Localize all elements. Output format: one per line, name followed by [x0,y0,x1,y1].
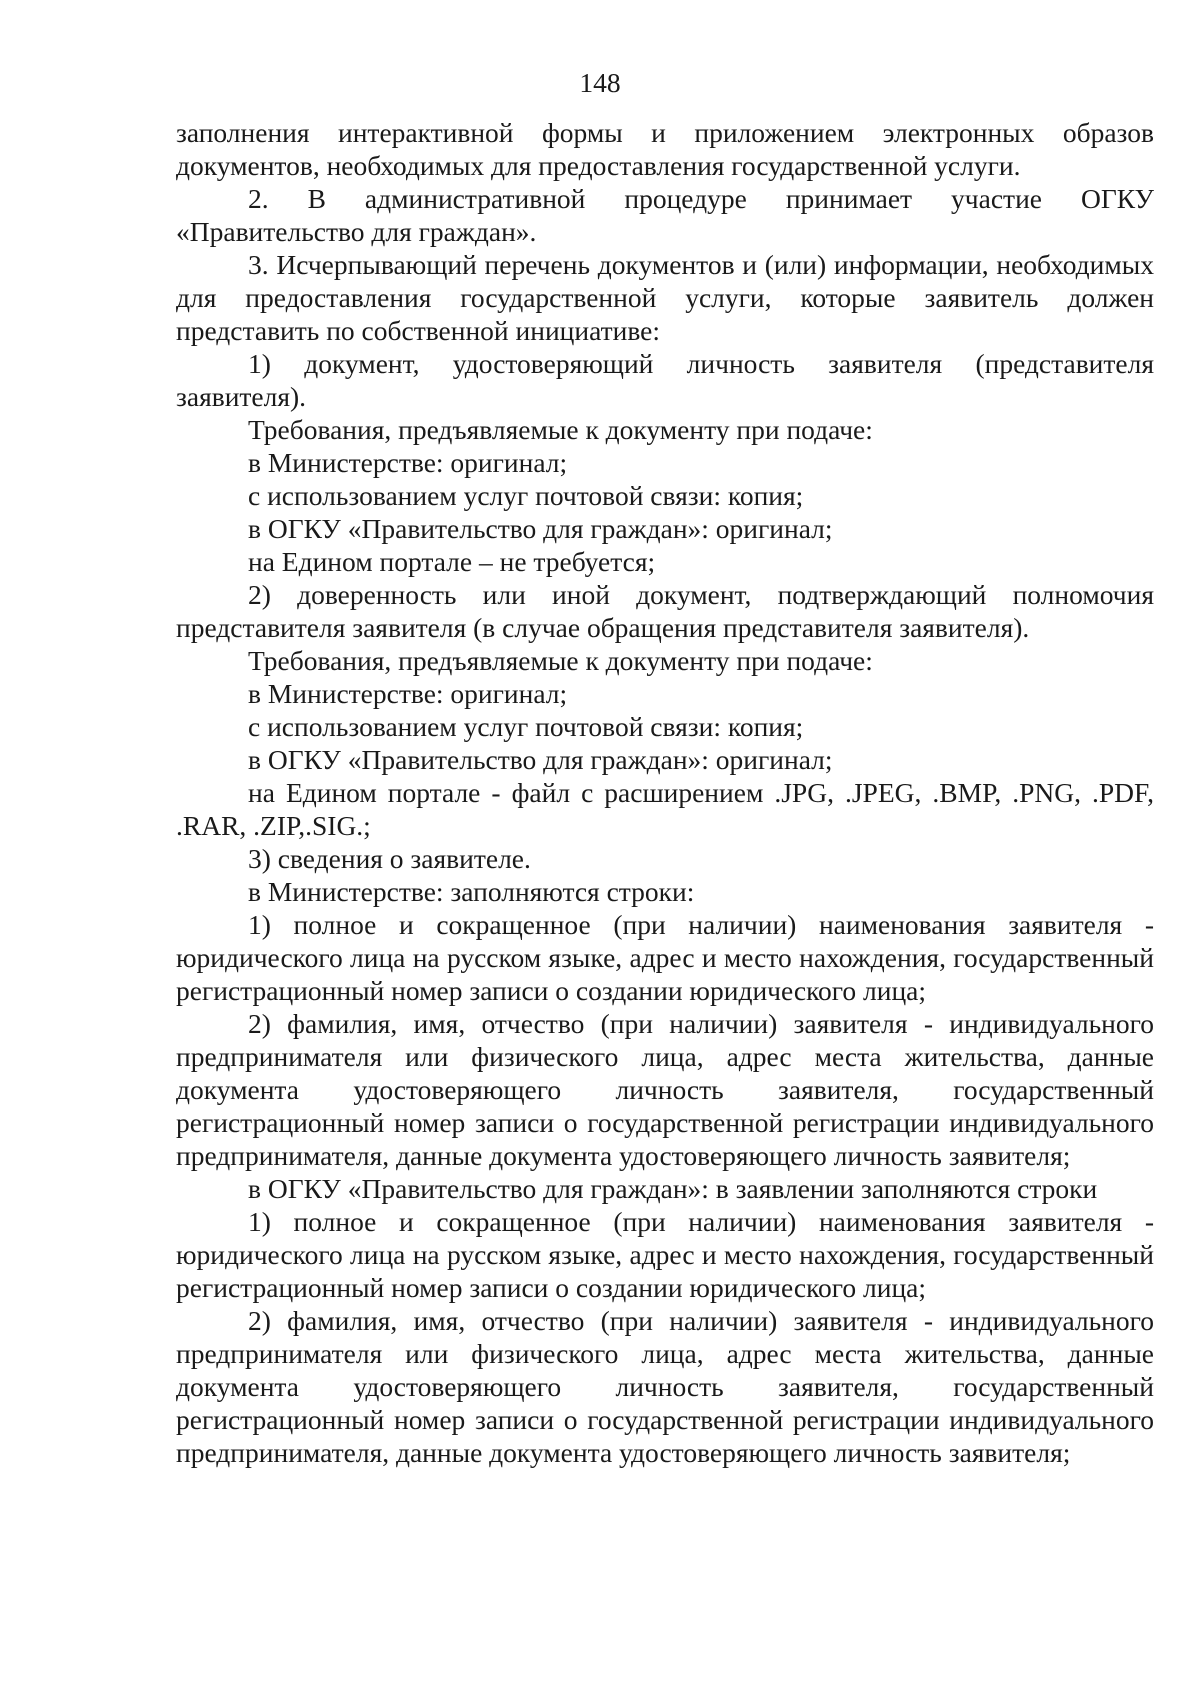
paragraph-continuation: заполнения интерактивной формы и приложением электронных образов документов, необходимых для предоставления государственной услуги. [176,117,1154,181]
paragraph-requirement-postal: с использованием услуг почтовой связи: копия; [248,480,804,511]
paragraph-field-individual: 2) фамилия, имя, отчество (при наличии) заявителя - индивидуального предпринимателя или физического лица, адрес места жительства, данные документа удостоверяющего личность заявителя, государственный регистрационный номер записи о государственной регистрации индивидуального предпринимателя, данные документа удостоверяющего личность заявителя; [176,1008,1154,1171]
paragraph-field-individual: 2) фамилия, имя, отчество (при наличии) заявителя - индивидуального предпринимателя или физического лица, адрес места жительства, данные документа удостоверяющего личность заявителя, государственный регистрационный номер записи о государственной регистрации индивидуального предпринимателя, данные документа удостоверяющего личность заявителя; [176,1305,1154,1468]
document-body [176,116,1154,1469]
paragraph-requirements-heading: Требования, предъявляемые к документу при подаче: [248,645,873,676]
paragraph-ministry-fields-heading: в Министерстве: заполняются строки: [248,876,695,907]
paragraph-field-legal-entity: 1) полное и сокращенное (при наличии) наименования заявителя - юридического лица на русском языке, адрес и место нахождения, государственный регистрационный номер записи о создании юридического лица; [176,1206,1154,1303]
paragraph-requirement-ogku: в ОГКУ «Правительство для граждан»: оригинал; [248,744,833,775]
paragraph-requirement-ogku: в ОГКУ «Правительство для граждан»: оригинал; [248,513,833,544]
paragraph-requirement-portal: на Едином портале – не требуется; [248,546,656,577]
paragraph-subitem-3-applicant-info: 3) сведения о заявителе. [248,843,531,874]
paragraph-ogku-fields-heading: в ОГКУ «Правительство для граждан»: в заявлении заполняются строки [248,1173,1098,1204]
paragraph-requirement-portal-file-types: на Едином портале - файл с расширением .JPG, .JPEG, .BMP, .PNG, .PDF, .RAR, .ZIP,.SIG.; [176,777,1154,841]
paragraph-requirement-ministry: в Министерстве: оригинал; [248,678,568,709]
paragraph-field-legal-entity: 1) полное и сокращенное (при наличии) наименования заявителя - юридического лица на русском языке, адрес и место нахождения, государственный регистрационный номер записи о создании юридического лица; [176,909,1154,1006]
paragraph-item-2: 2. В административной процедуре принимает участие ОГКУ «Правительство для граждан». [176,183,1154,247]
paragraph-subitem-1-identity-document: 1) документ, удостоверяющий личность заявителя (представителя заявителя). [176,348,1154,412]
paragraph-requirement-ministry: в Министерстве: оригинал; [248,447,568,478]
paragraph-requirement-postal: с использованием услуг почтовой связи: копия; [248,711,804,742]
page-number: 148 [579,67,621,98]
paragraph-subitem-2-power-of-attorney: 2) доверенность или иной документ, подтверждающий полномочия представителя заявителя (в случае обращения представителя заявителя). [176,579,1154,643]
paragraph-item-3: 3. Исчерпывающий перечень документов и (или) информации, необходимых для предоставления государственной услуги, которые заявитель должен представить по собственной инициативе: [176,249,1154,346]
paragraph-requirements-heading: Требования, предъявляемые к документу при подаче: [248,414,873,445]
